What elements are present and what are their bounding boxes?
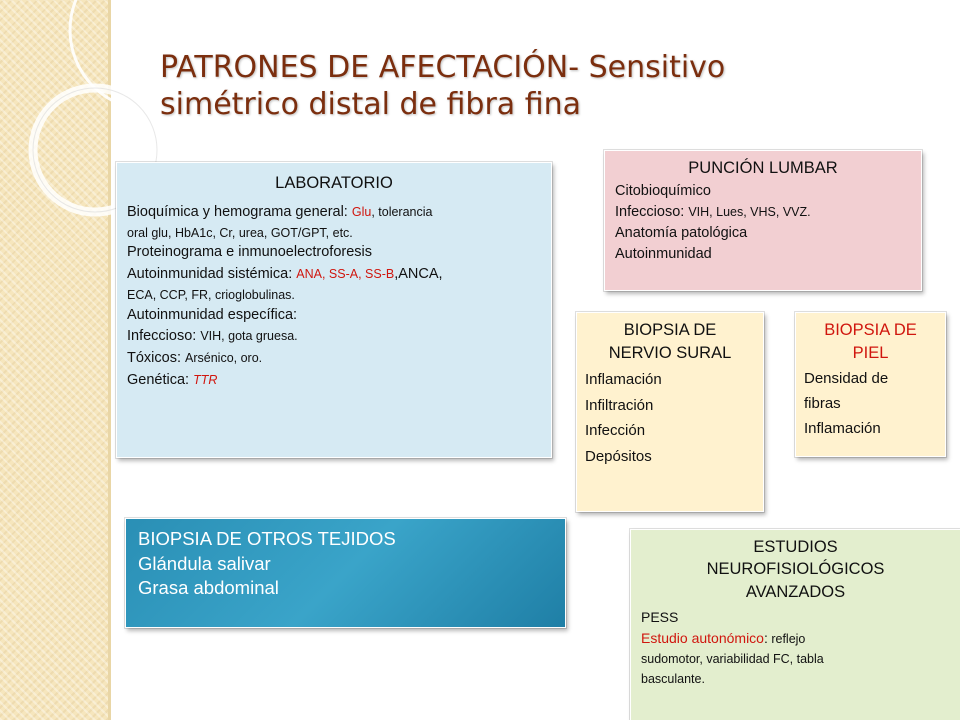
autonomico-line-3: basculante. [641,671,705,686]
list-item: Densidad de [804,370,889,388]
list-item: Grasa abdominal [138,577,279,599]
autoinmunidad-especifica-line: Autoinmunidad específica: [127,306,298,323]
autoinmunidad-sistemica-line-2: ECA, CCP, FR, crioglobulinas. [127,287,295,302]
biopsia-sural-box [576,312,764,512]
pess-line: PESS [641,608,679,625]
laboratorio-box [116,162,552,458]
infeccioso-line: Infeccioso: VIH, gota gruesa. [127,328,298,345]
citobioquimico-line: Citobioquímico [615,182,711,199]
list-item: Depósitos [585,447,652,465]
list-item: Infiltración [585,396,654,414]
autoinmunidad-sistemica-line: Autoinmunidad sistémica: ANA, SS-A, SS-B,ANCA, [127,266,443,282]
list-item: Glándula salivar [138,552,271,574]
autonomico-line: Estudio autonómico: reflejo [641,630,806,647]
biopsia-piel-box [795,312,946,457]
biopsia-sural-heading: BIOPSIA DE NERVIO SURAL [608,321,732,363]
puncion-lumbar-heading: PUNCIÓN LUMBAR [688,159,838,177]
list-item: Inflamación [804,419,881,437]
pl-infeccioso-line: Infeccioso: VIH, Lues, VHS, VVZ. [615,203,811,220]
puncion-lumbar-box [604,150,922,291]
biopsia-otros-box [125,518,566,628]
biopsia-otros-heading: BIOPSIA DE OTROS TEJIDOS [138,528,396,549]
bioquimica-line-2: oral glu, HbA1c, Cr, urea, GOT/GPT, etc. [127,225,353,240]
estudios-neuro-heading: ESTUDIOS NEUROFISIOLÓGICOS AVANZADOS [706,538,885,601]
list-item: Infección [585,422,646,440]
autonomico-line-2: sudomotor, variabilidad FC, tabla [641,652,824,667]
pl-autoinmunidad-line: Autoinmunidad [615,245,712,262]
anatomia-patologica-line: Anatomía patológica [615,224,748,241]
genetica-line: Genética: TTR [127,371,218,388]
estudios-neuro-box [630,529,960,720]
proteinograma-line: Proteinograma e inmunoelectroforesis [127,244,373,261]
toxicos-line: Tóxicos: Arsénico, oro. [127,350,263,366]
slide-title [160,50,920,123]
list-item: fibras [804,394,841,412]
biopsia-piel-heading: BIOPSIA DE PIEL [824,321,917,363]
bioquimica-line: Bioquímica y hemograma general: Glu, tolerancia [127,203,433,220]
slide-title-line1: PATRONES DE AFECTACIÓN- Sensitivo [160,50,726,85]
slide-title-line2: simétrico distal de fibra fina [160,86,582,122]
list-item: Inflamación [585,371,662,389]
laboratorio-heading: LABORATORIO [275,174,393,192]
